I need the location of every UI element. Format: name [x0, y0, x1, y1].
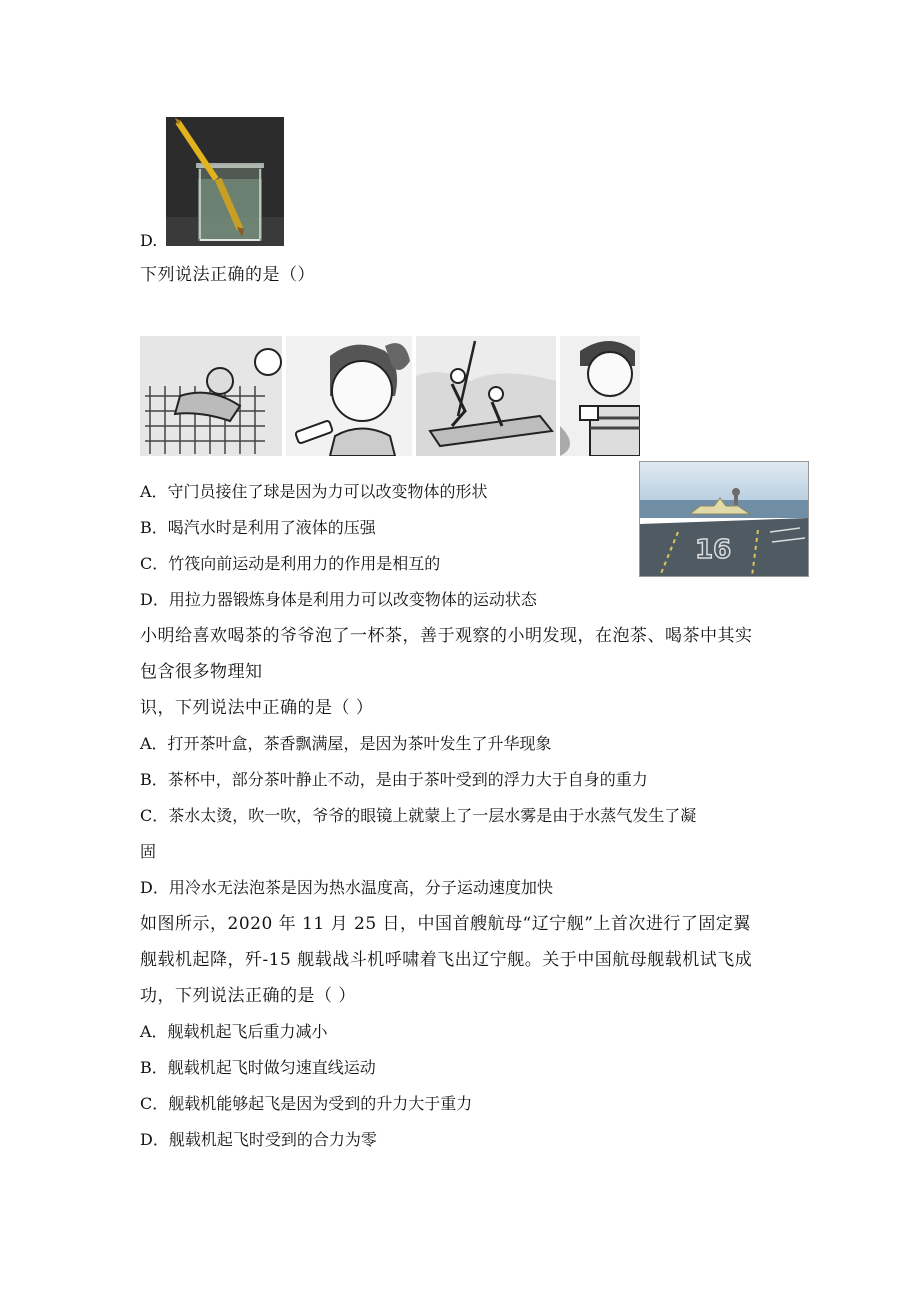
q2-option-a: A．打开茶叶盒，茶香飘满屋，是因为茶叶发生了升华现象 — [140, 734, 552, 753]
deck-number: 16 — [695, 535, 732, 565]
exerciser-panel — [560, 336, 640, 456]
q1-option-d: D．用拉力器锻炼身体是利用力可以改变物体的运动状态 — [140, 590, 537, 609]
q3-option-b: B．舰载机起飞时做匀速直线运动 — [140, 1058, 376, 1077]
q3-option-a: A．舰载机起飞后重力减小 — [140, 1022, 328, 1041]
pencil-beaker-figure — [166, 117, 284, 246]
prev-option-d-label: D. — [140, 231, 158, 250]
q2-option-c-cont: 固 — [140, 842, 157, 861]
q1-illustrations — [140, 336, 640, 456]
q3-stem-line-2: 舰载机起降，歼-15 舰载战斗机呼啸着飞出辽宁舰。关于中国航母舰载机试飞成 — [140, 950, 753, 970]
q1-illustration-strip — [140, 336, 640, 456]
q3-option-c: C．舰载机能够起飞是因为受到的升力大于重力 — [140, 1094, 473, 1113]
q3-option-d: D．舰载机起飞时受到的合力为零 — [140, 1130, 377, 1149]
girl-drinking-panel — [286, 336, 412, 456]
q3-stem-line-1: 如图所示，2020 年 11 月 25 日，中国首艘航母“辽宁舰”上首次进行了固定翼 — [140, 914, 751, 934]
q1-option-c: C．竹筏向前运动是利用力的作用是相互的 — [140, 554, 441, 573]
pencil-beaker-image — [166, 117, 284, 246]
q2-stem-line-1: 小明给喜欢喝茶的爷爷泡了一杯茶，善于观察的小明发现，在泡茶、喝茶中其实 — [140, 626, 753, 646]
carrier-image — [640, 462, 808, 576]
q2-stem-line-3: 识，下列说法中正确的是（ ） — [140, 698, 374, 718]
q1-stem: 下列说法正确的是（） — [140, 265, 315, 285]
q1-option-a: A．守门员接住了球是因为力可以改变物体的形状 — [140, 482, 488, 501]
q2-option-b: B．茶杯中，部分茶叶静止不动，是由于茶叶受到的浮力大于自身的重力 — [140, 770, 648, 789]
bamboo-raft-panel — [416, 336, 556, 456]
carrier-figure — [639, 461, 809, 577]
q1-option-b: B．喝汽水时是利用了液体的压强 — [140, 518, 376, 537]
goalkeeper-panel — [140, 336, 282, 456]
q2-stem-line-2: 包含很多物理知 — [140, 662, 263, 682]
q2-option-d: D．用冷水无法泡茶是因为热水温度高，分子运动速度加快 — [140, 878, 553, 897]
q3-stem-line-3: 功，下列说法正确的是（ ） — [140, 986, 356, 1006]
q2-option-c: C．茶水太烫，吹一吹，爷爷的眼镜上就蒙上了一层水雾是由于水蒸气发生了凝 — [140, 806, 697, 825]
